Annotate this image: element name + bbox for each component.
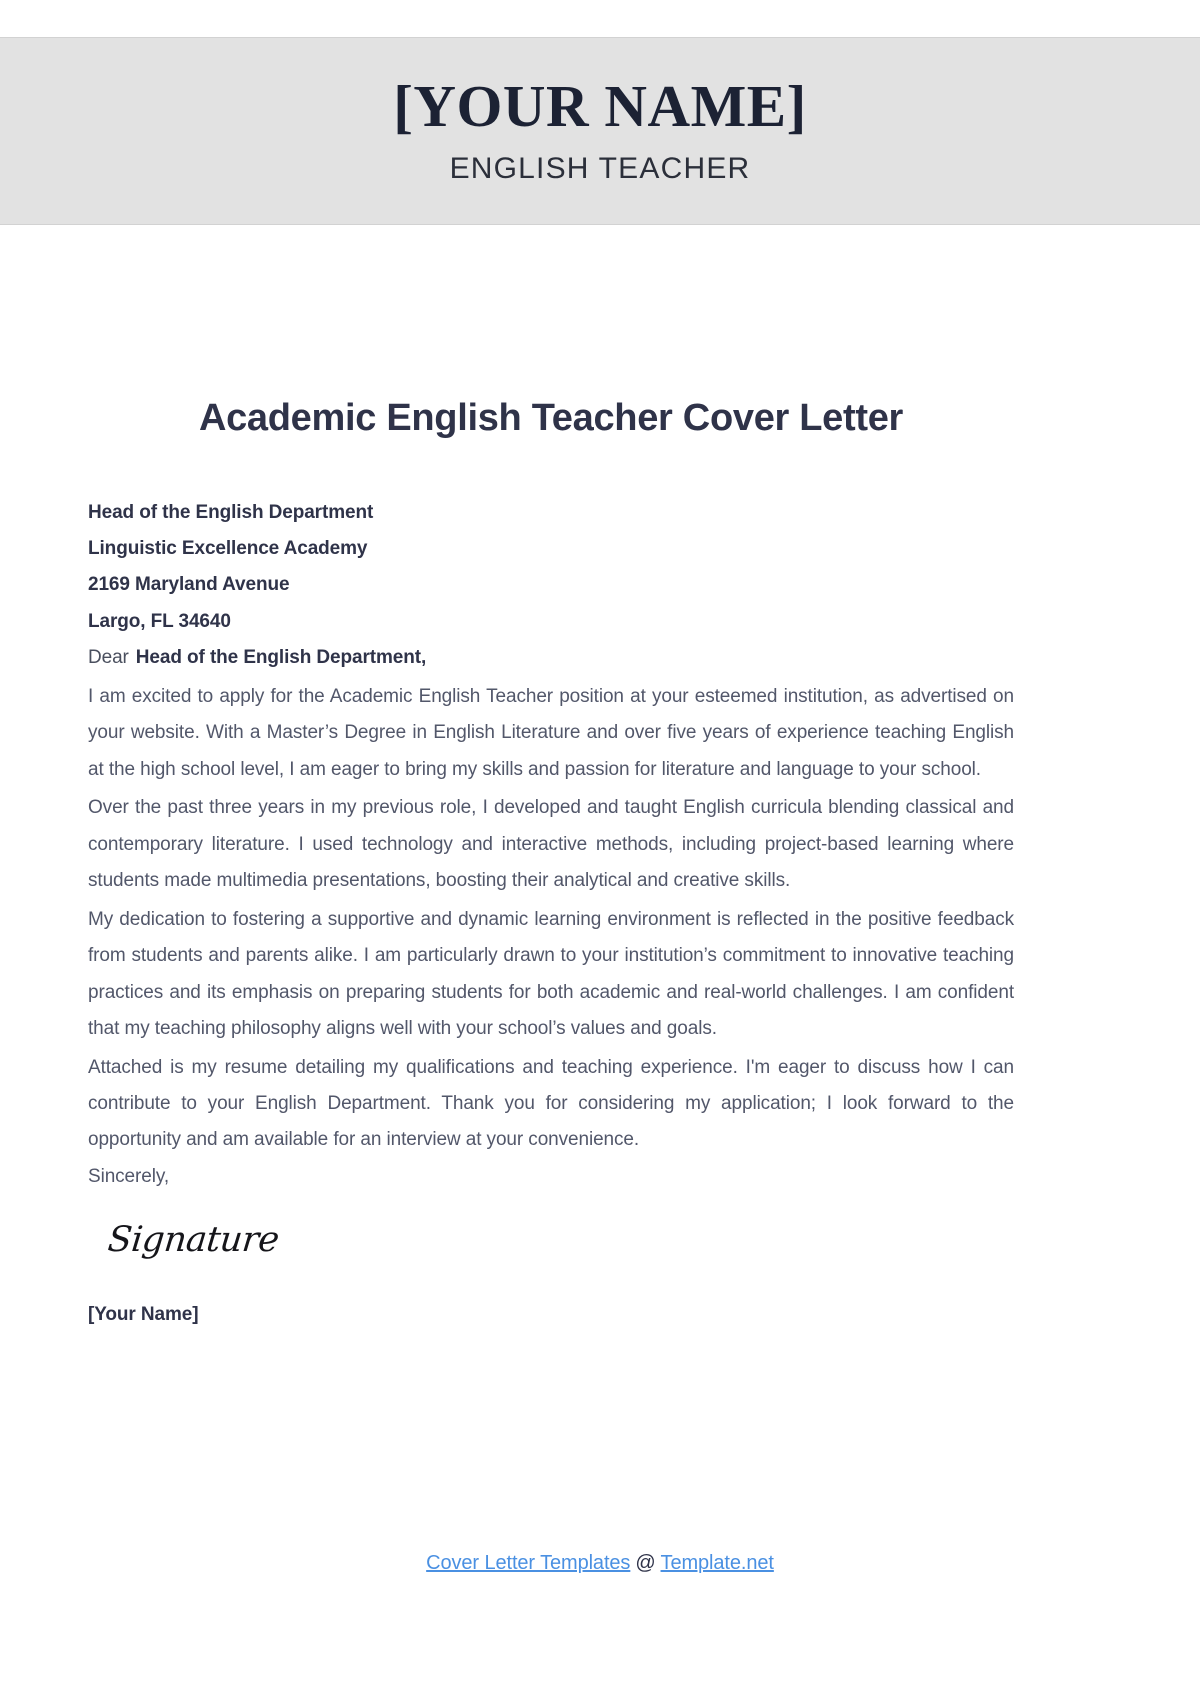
sender-name: [Your Name]	[88, 1303, 199, 1325]
signature-mark: Signature	[105, 1220, 281, 1261]
recipient-line-2: Linguistic Excellence Academy	[88, 537, 368, 559]
body-paragraph-2: Over the past three years in my previous role, I developed and taught English curricula blending classical and contemporary literature. I used technology and interactive methods, including project-based learning where students made multimedia presentations, boosting their analytical and creative skills.	[88, 797, 1014, 892]
body-paragraph-3: My dedication to fostering a supportive and dynamic learning environment is reflected in the positive feedback from students and parents alike. I am particularly drawn to your institution’s commitment to innovative teaching practices and its emphasis on preparing students for both academic and real-world challenges. I am confident that my teaching philosophy aligns well with your school’s values and goals.	[88, 908, 1014, 1040]
footer-template-net-link[interactable]: Template.net	[660, 1552, 774, 1574]
footer	[0, 1552, 1200, 1575]
salutation-greeting: Dear	[88, 647, 129, 669]
body-paragraph-4: Attached is my resume detailing my qualifications and teaching experience. I'm eager to discuss how I can contribute to your English Department. Thank you for considering my application; I look forward to the opportunity and am available for an interview at your convenience.	[88, 1056, 1014, 1151]
salutation-recipient-name: Head of the English Department,	[135, 647, 427, 669]
recipient-line-4: Largo, FL 34640	[88, 610, 231, 632]
letterhead-banner	[0, 37, 1200, 225]
salutation	[88, 640, 1014, 676]
letterhead-role: ENGLISH TEACHER	[449, 151, 751, 185]
page-title: Academic English Teacher Cover Letter	[198, 397, 904, 439]
body-paragraph-1: I am excited to apply for the Academic English Teacher position at your esteemed institution, as advertised on your website. With a Master’s Degree in English Literature and over five years of experience teaching English at the high school level, I am eager to bring my skills and passion for literature and language to your school.	[88, 685, 1014, 780]
footer-separator: @	[635, 1552, 656, 1574]
recipient-line-3: 2169 Maryland Avenue	[88, 574, 290, 596]
sign-off: Sincerely,	[88, 1165, 170, 1187]
letter-body	[88, 395, 1014, 1326]
letterhead-name: [YOUR NAME]	[393, 73, 807, 140]
recipient-line-1: Head of the English Department	[88, 501, 374, 523]
footer-cover-letter-templates-link[interactable]: Cover Letter Templates	[426, 1552, 631, 1574]
